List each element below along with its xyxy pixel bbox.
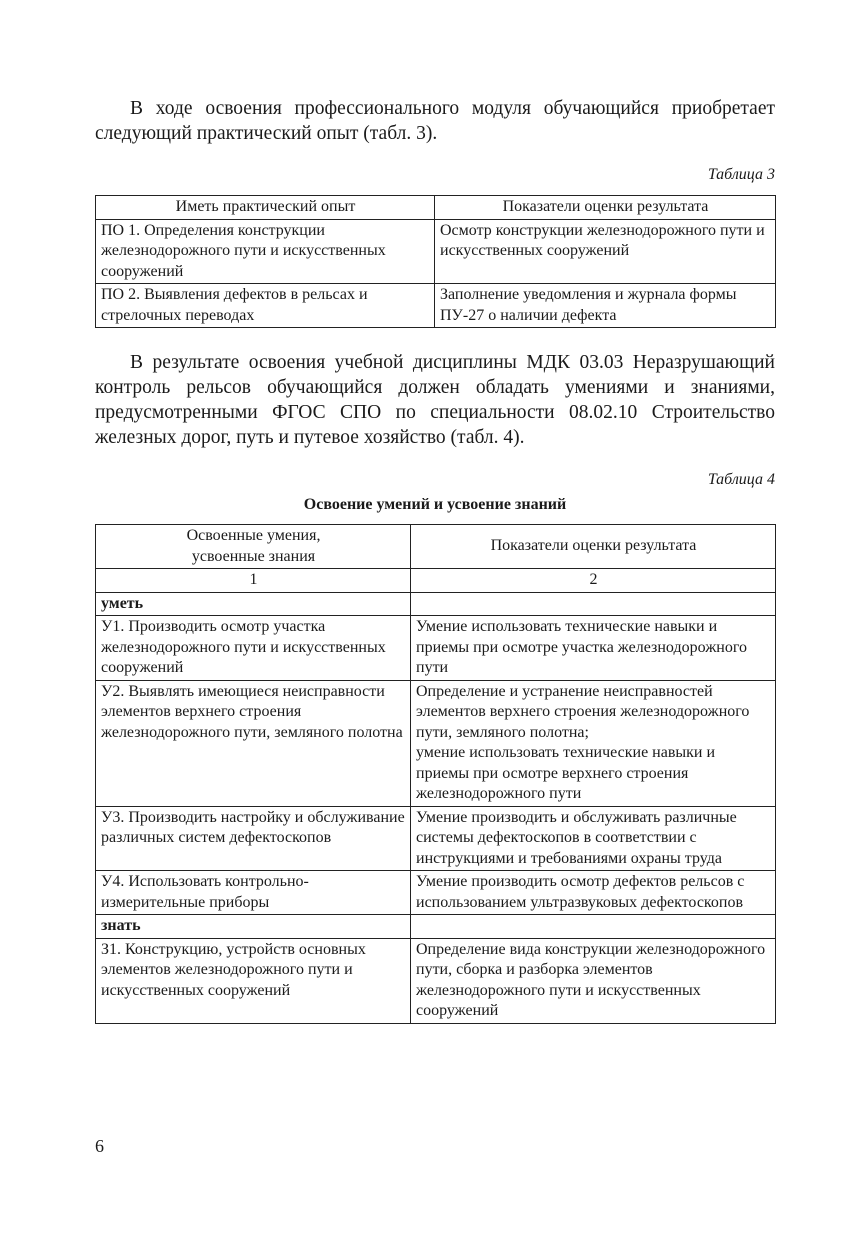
column-number: 1: [96, 569, 411, 593]
table4-cell: Определение и устранение неисправностей элементов верхнего строения железнодорожного пути, земляного полотна; умение использовать технические навыки и приемы при осмотре верхнего строения железнодорожного пути: [411, 680, 776, 806]
table-row: [96, 284, 776, 328]
table3-cell: ПО 2. Выявления дефектов в рельсах и стрелочных переводах: [96, 284, 435, 328]
section-label-znat: знать: [96, 915, 411, 939]
table4-cell: У2. Выявлять имеющиеся неисправности элементов верхнего строения железнодорожного пути, земляного полотна: [96, 680, 411, 806]
table3-header-row: [96, 196, 776, 220]
table4-cell: У4. Использовать контрольно-измерительные приборы: [96, 871, 411, 915]
empty-cell: [411, 592, 776, 616]
column-number: 2: [411, 569, 776, 593]
table4-cell: Определение вида конструкции железнодорожного пути, сборка и разборка элементов железнодорожного пути и искусственных сооружений: [411, 938, 776, 1023]
table3-header-cell: Иметь практический опыт: [96, 196, 435, 220]
intro-paragraph: В ходе освоения профессионального модуля обучающийся приобретает следующий практический опыт (табл. 3).: [95, 98, 775, 144]
table4-caption: Таблица 4: [707, 471, 775, 488]
page-content: [95, 96, 775, 1024]
table4-header-cell: Показатели оценки результата: [411, 525, 776, 569]
empty-cell: [411, 915, 776, 939]
table4-header-row: [96, 525, 776, 569]
table-row: [96, 219, 776, 284]
table-row: [96, 616, 776, 681]
table4: [95, 524, 776, 1024]
table4-cell: У3. Производить настройку и обслуживание различных систем дефектоскопов: [96, 806, 411, 871]
table4-cell: У1. Производить осмотр участка железнодорожного пути и искусственных сооружений: [96, 616, 411, 681]
middle-paragraph: В результате освоения учебной дисциплины МДК 03.03 Неразрушающий контроль рельсов обучающийся должен обладать умениями и знаниями, предусмотренными ФГОС СПО по специальности 08.02.10 Строительство железных дорог, путь и путевое хозяйство (табл. 4).: [95, 352, 775, 448]
section-row: [96, 592, 776, 616]
table3: [95, 195, 776, 328]
page-number: 6: [95, 1136, 104, 1156]
table4-title: Освоение умений и усвоение знаний: [303, 496, 567, 513]
table-row: [96, 806, 776, 871]
section-row: [96, 915, 776, 939]
table4-cell: Умение использовать технические навыки и приемы при осмотре участка железнодорожного пути: [411, 616, 776, 681]
table3-cell: Осмотр конструкции железнодорожного пути и искусственных сооружений: [435, 219, 776, 284]
section-label-umet: уметь: [96, 592, 411, 616]
table4-cell: З1. Конструкцию, устройств основных элементов железнодорожного пути и искусственных сооружений: [96, 938, 411, 1023]
table3-header-cell: Показатели оценки результата: [435, 196, 776, 220]
table4-cell: Умение производить и обслуживать различные системы дефектоскопов в соответствии с инструкциями и требованиями охраны труда: [411, 806, 776, 871]
table3-cell: ПО 1. Определения конструкции железнодорожного пути и искусственных сооружений: [96, 219, 435, 284]
table4-number-row: [96, 569, 776, 593]
table-row: [96, 871, 776, 915]
table4-header-cell: Освоенные умения, усвоенные знания: [96, 525, 411, 569]
table-row: [96, 938, 776, 1023]
table3-cell: Заполнение уведомления и журнала формы ПУ-27 о наличии дефекта: [435, 284, 776, 328]
table-row: [96, 680, 776, 806]
table4-cell: Умение производить осмотр дефектов рельсов с использованием ультразвуковых дефектоскопов: [411, 871, 776, 915]
table3-caption: Таблица 3: [707, 166, 775, 183]
